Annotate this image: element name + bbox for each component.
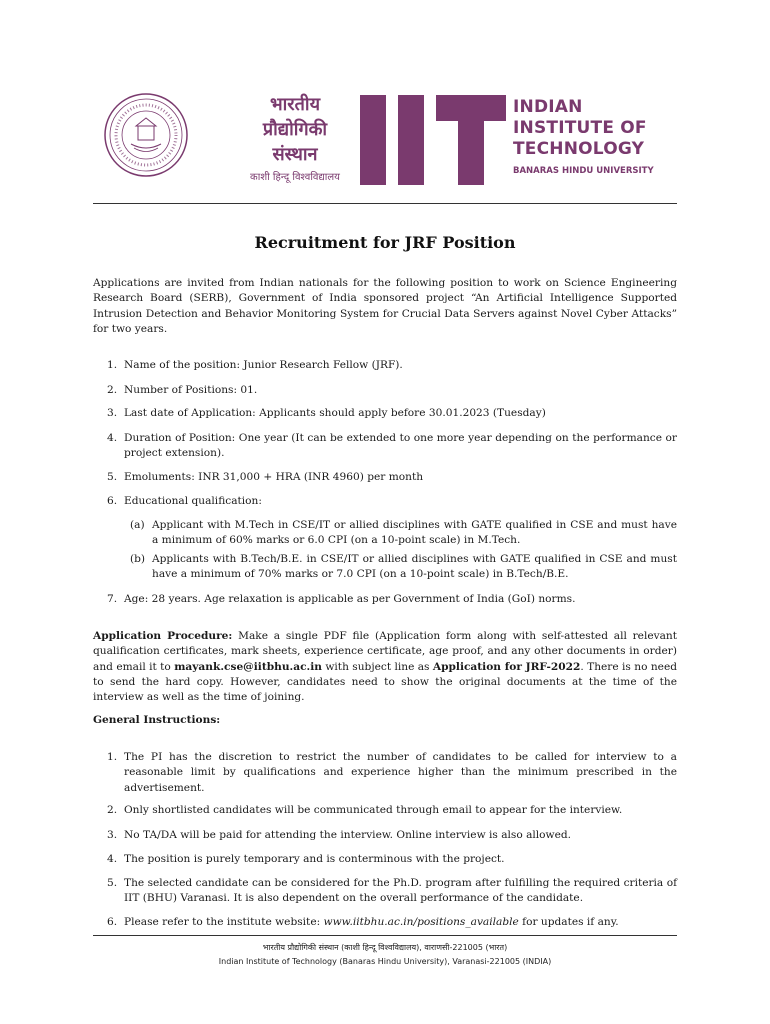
qualification-label: (b) [130,553,146,565]
logo-english-name [513,97,673,177]
contact-email-link[interactable]: mayank.cse@iitbhu.ac.in [174,660,322,673]
list-item-text: Last date of Application: Applicants should apply before 30.01.2023 (Tuesday) [124,407,546,419]
header-divider [93,203,677,204]
instruction-text: The selected candidate can be considered for the Ph.D. program after fulfilling the required criteria of IIT (BHU) Varanasi. It is also dependent on the overall performance of the candidate. [124,877,677,905]
instruction-text-part: for updates if any. [518,916,619,928]
iit-logo-mark [360,95,506,185]
list-item-number: 4. [107,432,118,444]
list-item-text: Age: 28 years. Age relaxation is applicable as per Government of India (GoI) norms. [124,593,576,605]
procedure-text: with subject line as [321,660,433,673]
list-item-text: Duration of Position: One year (It can be extended to one more year depending on the performance or project extension). [124,432,677,460]
footer-divider [93,935,677,936]
instruction-text: Only shortlisted candidates will be communicated through email to appear for the interview. [124,804,623,816]
instruction-number: 6. [107,916,118,928]
instruction-text-part: Please refer to the institute website: [124,916,324,928]
list-item-text: Number of Positions: 01. [124,384,258,396]
institute-website-link[interactable]: www.iitbhu.ac.in/positions_available [323,916,519,928]
logo-hindi-line: संस्थान [272,144,318,165]
list-item-number: 7. [107,593,118,605]
intro-paragraph: Applications are invited from Indian nationals for the following position to work on Science Engineering Research Board (SERB), Government of India sponsored project “An Artificial Intelligence Supported Intrusion Detection and Behavior Monitoring System for Crucial Data Servers against Novel Cyber Attacks” for two years. [93,277,677,335]
instruction-number: 1. [107,751,118,763]
email-subject: Application for JRF-2022 [432,660,581,673]
list-item-number: 2. [107,384,118,396]
application-procedure [93,629,677,705]
logo-english-line: TECHNOLOGY [513,139,645,159]
logo-english-university: BANARAS HINDU UNIVERSITY [513,166,654,176]
procedure-label: Application Procedure: [93,630,233,642]
qualification-label: (a) [130,519,145,531]
list-item-text: Educational qualification: [124,495,262,507]
footer-hindi-address: भारतीय प्रौद्योगिकी संस्थान (काशी हिन्दू विश्वविद्यालय), वाराणसी-221005 (भारत) [262,943,508,952]
instruction-number: 4. [107,853,118,865]
qualification-text: Applicant with M.Tech in CSE/IT or allied disciplines with GATE qualified in CSE and must have a minimum of 60% marks or 6.0 CPI (on a 10-point scale) in M.Tech. [152,519,677,547]
logo-hindi-line: भारतीय [269,94,321,115]
list-item-number: 3. [107,407,118,419]
qualification-text: Applicants with B.Tech/B.E. in CSE/IT or allied disciplines with GATE qualified in CSE and must have a minimum of 70% marks or 7.0 CPI (on a 10-point scale) in B.Tech/B.E. [152,553,677,581]
instruction-text: The PI has the discretion to restrict the number of candidates to be called for interview to a reasonable limit by qualifications and experience higher than the minimum prescribed in the advertisement. [124,751,677,794]
instruction-text [124,915,677,930]
instruction-text: No TA/DA will be paid for attending the interview. Online interview is also allowed. [124,829,572,841]
footer-english-address: Indian Institute of Technology (Banaras Hindu University), Varanasi-221005 (INDIA) [218,957,552,966]
page-title: Recruitment for JRF Position [254,233,516,252]
list-item-text: Emoluments: INR 31,000 + HRA (INR 4960) per month [124,471,424,483]
instruction-number: 5. [107,877,118,889]
logo-hindi-university: काशी हिन्दू विश्वविद्यालय [250,172,340,183]
logo-hindi-name [236,92,354,186]
logo-english-line: INSTITUTE OF [513,118,647,138]
procedure-text: . There is no need to send the hard copy. However, candidates need to show the original documents at the time of the interview as well as the time of joining. [93,660,677,704]
list-item-number: 1. [107,359,118,371]
general-instructions-heading: General Instructions: [93,714,221,726]
logo-english-line: INDIAN [513,97,583,117]
instruction-number: 2. [107,804,118,816]
instruction-number: 3. [107,829,118,841]
list-item-number: 5. [107,471,118,483]
procedure-text: Make a single PDF file (Application form along with self-attested all relevant qualification certificates, mark sheets, experience certificate, age proof, and any other documents in order) and email it to [93,630,677,673]
institute-seal-icon [103,92,189,178]
list-item-number: 6. [107,495,118,507]
list-item-text: Name of the position: Junior Research Fellow (JRF). [124,359,403,371]
instruction-text: The position is purely temporary and is conterminous with the project. [124,853,505,865]
logo-hindi-line: प्रौद्योगिकी [262,119,328,140]
